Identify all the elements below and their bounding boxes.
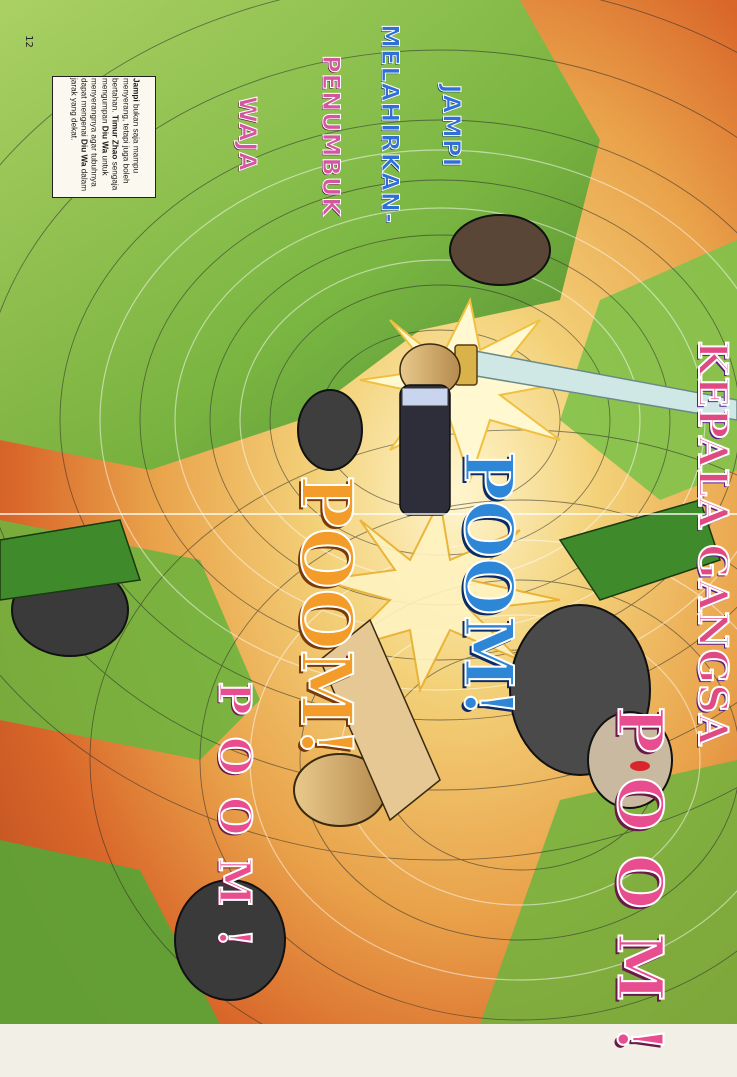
cuff	[402, 388, 448, 406]
caption-line1: bukan saja mampu menyerang, tetapi juga boleh bertahan.	[110, 78, 141, 184]
caption-name1: Timur Zhao	[110, 114, 120, 160]
caption-line3: untuk menyerangnya agar tubuhnya dapat mengenai	[79, 78, 110, 187]
narration-caption	[52, 76, 156, 198]
warrior-head-top	[450, 215, 550, 285]
caption-line2: sengaja mengumpan	[100, 78, 120, 191]
narration-text	[68, 78, 141, 196]
title-waja: WAJA	[233, 96, 262, 172]
sfx-poom-big: POOM!	[603, 706, 677, 1077]
page-number: 12	[22, 35, 34, 48]
caption-line4: dalam jarak yang dekat.	[68, 78, 89, 192]
title-jampi: JAMPI	[437, 84, 466, 168]
caption-name3: Diu Wa	[79, 139, 89, 167]
caption-bold-jampi: Jampi	[131, 78, 141, 102]
caption-name2: Diu Wa	[100, 125, 110, 154]
title-penumbuk: PENUMBUK	[316, 55, 345, 217]
sfx-poom-small: POOM!	[208, 681, 260, 970]
sfx-poom-orange: POOM!	[284, 475, 368, 758]
sfx-poom-blue: POOM!	[449, 450, 528, 718]
title-melahirkan: MELAHIRKAN-	[375, 24, 404, 224]
warrior-head-center	[298, 390, 362, 470]
title-kepala-gangsa: KEPALA GANGSA	[689, 340, 737, 747]
